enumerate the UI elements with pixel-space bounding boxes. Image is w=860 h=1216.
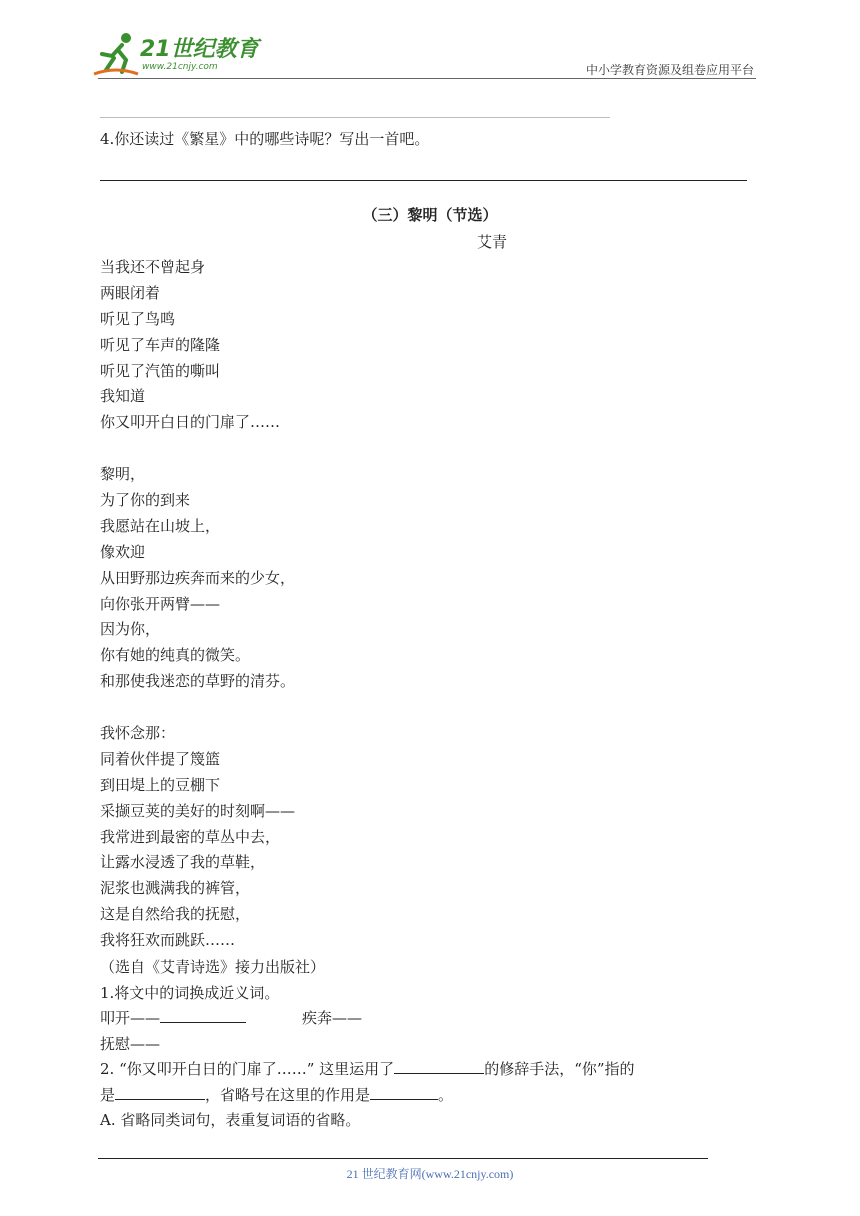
poem-line: 我将狂欢而跳跃…… [100,931,236,950]
q1-word-fuwei: 抚慰—— [100,1034,161,1053]
site-logo [92,30,262,78]
footer-text: 21 世纪教育网(www.21cnjy.com) [346,1167,514,1181]
logo-url: www.21cnjy.com [142,62,218,72]
poem-line: 我怀念那： [100,724,176,743]
stanza-break [100,695,295,721]
poem-line: 两眼闭着 [100,283,161,302]
header-divider [98,78,756,79]
question-2-line-1 [100,1057,765,1083]
previous-answer-line [100,117,610,118]
poem-line: 这是自然给我的抚慰， [100,905,251,924]
q2-text-2: 的修辞手法，“你”指的 [484,1060,635,1078]
stanza-break [100,436,295,462]
poem-line: 听见了车声的隆隆 [100,335,221,354]
q2-text-5: 。 [438,1085,454,1104]
q2-text-3: 是 [100,1085,116,1104]
poem-line: 听见了汽笛的嘶叫 [100,361,221,380]
poem-line: 到田堤上的豆棚下 [100,775,221,794]
poem-line: 你有她的纯真的微笑。 [100,646,251,665]
footer-divider [98,1158,708,1159]
poem-line: 和那使我迷恋的草野的清芬。 [100,672,296,691]
poem-line: 让露水浸透了我的草鞋， [100,853,266,872]
platform-name: 中小学教育资源及组卷应用平台 [585,63,754,77]
poem-line: 从田野那边疾奔而来的少女， [100,568,296,587]
q1-word-kaikai: 叩开—— [100,1009,161,1027]
q1-blank-1[interactable] [160,1008,246,1023]
poem-line: 为了你的到来 [100,491,191,510]
poem-line: 泥浆也溅满我的裤管， [100,879,251,898]
poem-line: 听见了鸟鸣 [100,309,176,328]
poem-line: 向你张开两臂—— [100,594,221,613]
q1-word-jiben: 疾奔—— [302,1009,363,1027]
poem-source: （选自《艾青诗选》接力出版社） [100,958,326,976]
questions-block [100,955,765,1134]
poem-author: 艾青 [477,233,508,251]
poem-line: 同着伙伴提了篾篮 [100,749,221,768]
section-title: （三）黎明（节选） [362,206,498,224]
q2-blank-referent[interactable] [115,1085,205,1100]
poem-line: 像欢迎 [100,542,146,561]
option-a: A. 省略同类词句，表重复词语的省略。 [100,1111,361,1129]
question-1-title: 1.将文中的词换成近义词。 [100,983,280,1002]
q2-blank-ellipsis[interactable] [370,1085,438,1100]
question-4-answer-line [100,180,747,181]
poem-line: 当我还不曾起身 [100,258,206,276]
poem-line: 我常进到最密的草丛中去， [100,827,281,846]
q2-text-1: 2. “你又叩开白日的门扉了……” 这里运用了 [100,1060,395,1078]
poem-line: 采撷豆荚的美好的时刻啊—— [100,801,296,820]
question-4: 4.你还读过《繁星》中的哪些诗呢？写出一首吧。 [100,130,430,148]
poem-line: 黎明， [100,465,146,484]
q2-blank-rhetoric[interactable] [394,1059,484,1074]
q2-text-4: ，省略号在这里的作用是 [205,1085,371,1104]
poem-line: 因为你， [100,620,161,639]
poem-line: 我知道 [100,387,146,406]
poem-body [100,255,295,954]
poem-line: 我愿站在山坡上， [100,516,221,535]
question-2-line-2 [100,1083,765,1109]
running-figure-icon [92,30,140,78]
logo-text: 21世纪教育 [140,37,259,62]
poem-line: 你又叩开白日的门扉了…… [100,413,281,432]
question-1-row [100,1006,765,1032]
